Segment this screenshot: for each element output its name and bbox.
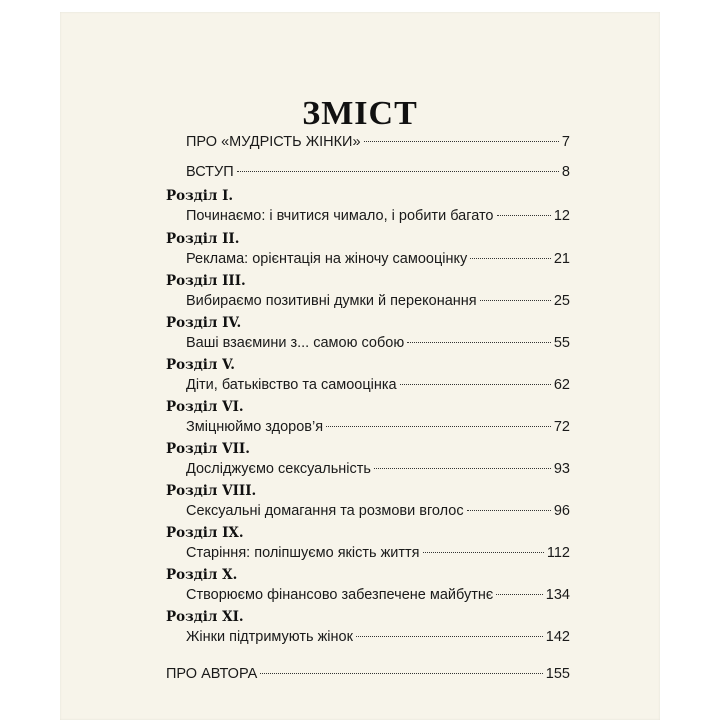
dot-leader (400, 379, 551, 385)
dot-leader (480, 295, 551, 301)
toc-entry-chapter-9 (186, 543, 570, 563)
toc-entry-text: Реклама: орієнтація на жіночу самооцінку (186, 251, 468, 267)
toc-entry-about-author (166, 664, 570, 684)
toc-title: ЗМІСТ (302, 95, 418, 132)
toc-entry-chapter-10 (186, 585, 570, 605)
chapter-heading-1: Розділ І. (166, 188, 234, 204)
toc-entry-chapter-11 (186, 627, 570, 647)
dot-leader (364, 136, 559, 142)
toc-entry-chapter-5 (186, 375, 570, 395)
toc-entry-page: 96 (553, 503, 570, 519)
chapter-heading-6: Розділ VI. (166, 399, 244, 415)
toc-entry-text: Створюємо фінансово забезпечене майбутнє (186, 587, 494, 603)
toc-entry-intro (186, 162, 570, 182)
toc-entry-page: 12 (553, 208, 570, 224)
toc-entry-chapter-3 (186, 291, 570, 311)
toc-entry-text: Ваші взаємини з... самою собою (186, 335, 405, 351)
toc-entry-page: 72 (553, 419, 570, 435)
chapter-heading-3: Розділ ІІІ. (166, 273, 246, 289)
toc-entry-page: 93 (553, 461, 570, 477)
toc-entry-page: 134 (545, 587, 570, 603)
dot-leader (407, 337, 551, 343)
toc-entry-text: Діти, батьківство та самооцінка (186, 377, 397, 393)
toc-entry-page: 155 (545, 666, 570, 682)
toc-entry-page: 7 (561, 134, 570, 150)
toc-entry-page: 21 (553, 251, 570, 267)
toc-entry-text: Сексуальні домагання та розмови вголос (186, 503, 464, 519)
chapter-heading-9: Розділ IX. (166, 525, 244, 541)
toc-entry-text: Починаємо: і вчитися чимало, і робити багато (186, 208, 494, 224)
chapter-heading-5: Розділ V. (166, 357, 235, 373)
toc-entry-text: ПРО АВТОРА (166, 666, 258, 682)
chapter-heading-4: Розділ IV. (166, 315, 242, 331)
toc-entry-text: Жінки підтримують жінок (186, 629, 353, 645)
toc-entry-chapter-6 (186, 417, 570, 437)
chapter-heading-11: Розділ XI. (166, 609, 244, 625)
toc-entry-text: Старіння: поліпшуємо якість життя (186, 545, 420, 561)
toc-entry-page: 55 (553, 335, 570, 351)
dot-leader (497, 210, 551, 216)
dot-leader (374, 463, 551, 469)
chapter-heading-8: Розділ VIII. (166, 483, 257, 499)
dot-leader (470, 253, 551, 259)
dot-leader (467, 505, 551, 511)
toc-entry-chapter-2 (186, 249, 570, 269)
dot-leader (356, 631, 543, 637)
chapter-heading-7: Розділ VII. (166, 441, 250, 457)
toc-entry-about-book (186, 132, 570, 152)
toc-entry-page: 112 (546, 545, 570, 561)
toc-entry-text: Вибираємо позитивні думки й переконання (186, 293, 477, 309)
toc-entry-text: Досліджуємо сексуальність (186, 461, 371, 477)
toc-entry-text: Зміцнюймо здоров’я (186, 419, 324, 435)
dot-leader (326, 421, 551, 427)
toc-entry-chapter-4 (186, 333, 570, 353)
toc-entry-page: 25 (553, 293, 570, 309)
toc-entry-chapter-8 (186, 501, 570, 521)
dot-leader (237, 166, 559, 172)
chapter-heading-10: Розділ X. (166, 567, 238, 583)
dot-leader (260, 668, 542, 674)
dot-leader (423, 547, 544, 553)
toc-entry-text: ВСТУП (186, 164, 234, 180)
toc-entry-chapter-1 (186, 206, 570, 226)
chapter-heading-2: Розділ ІІ. (166, 231, 240, 247)
toc-entry-page: 8 (561, 164, 570, 180)
toc-entry-page: 142 (545, 629, 570, 645)
toc-entry-page: 62 (553, 377, 570, 393)
toc-entry-text: ПРО «МУДРІСТЬ ЖІНКИ» (186, 134, 361, 150)
toc-entry-chapter-7 (186, 459, 570, 479)
dot-leader (496, 589, 543, 595)
